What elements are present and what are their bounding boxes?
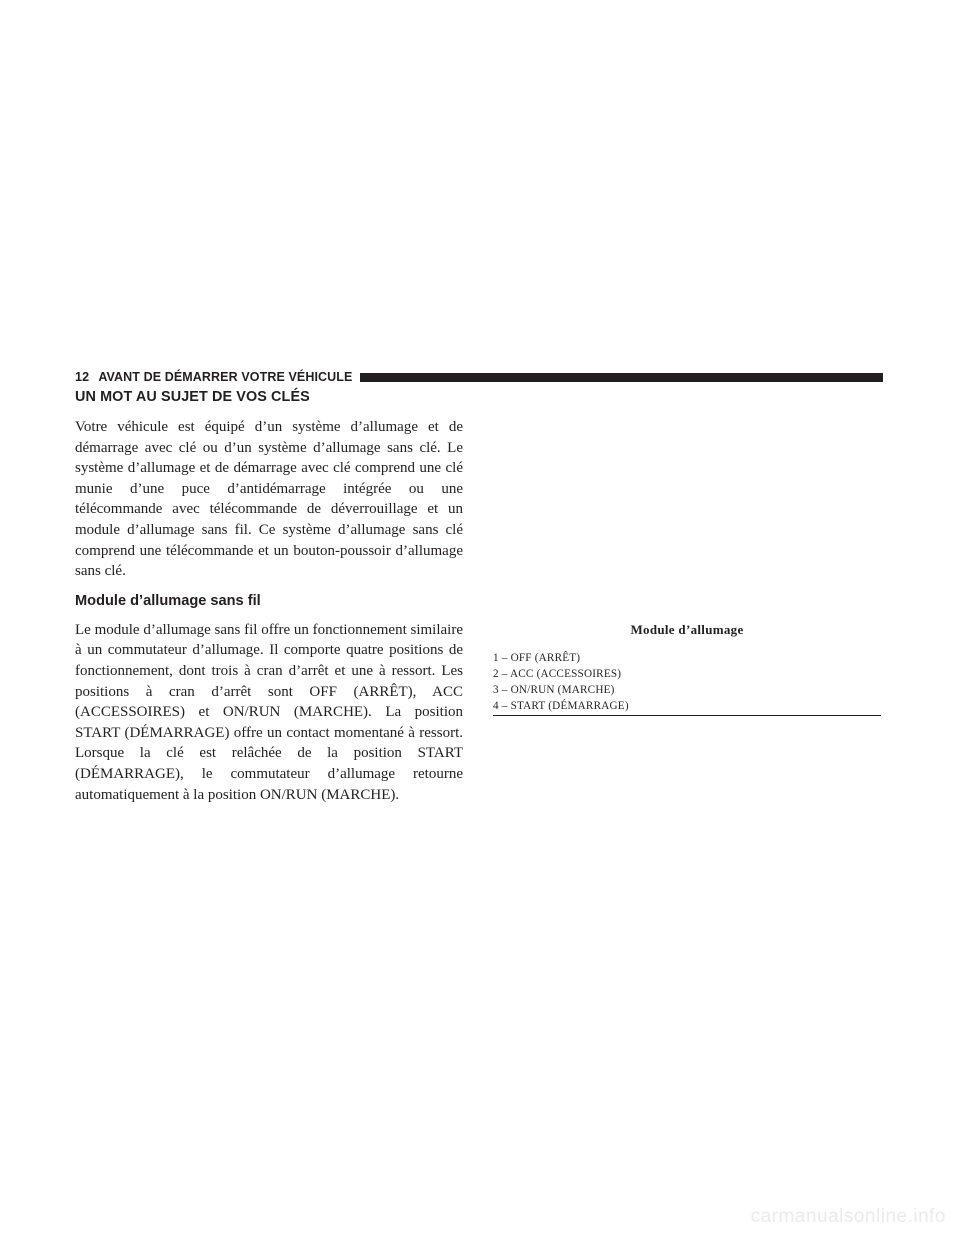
section-title: AVANT DE DÉMARRER VOTRE VÉHICULE: [98, 370, 353, 384]
left-column: [75, 389, 463, 805]
page-number: 12: [75, 370, 90, 384]
figure-caption: Module d’allumage: [630, 622, 744, 637]
legend-item: 3 – ON/RUN (MARCHE): [493, 684, 615, 696]
legend-divider: [493, 715, 881, 716]
header-rule: [360, 373, 883, 382]
section-heading: UN MOT AU SUJET DE VOS CLÉS: [75, 389, 310, 405]
module-paragraph: Le module d’allumage sans fil offre un fonctionnement similaire à un commutateur d’allumage. Il comporte quatre positions de fonctionnement, dont trois à cran d’arrêt et une à ressort. Les positions à cran d’arrêt sont OFF (ARRÊT), ACC (ACCESSOIRES) et ON/RUN (MARCHE). La position START (DÉMARRAGE) offre un contact momentané à ressort. Lorsque la clé est relâchée de la position START (DÉMARRAGE), le commutateur d’allumage retourne automatiquement à la position ON/RUN (MARCHE).: [75, 621, 463, 803]
figure-legend: [493, 650, 881, 714]
legend-item: 1 – OFF (ARRÊT): [493, 652, 581, 664]
subsection-heading: Module d’allumage sans fil: [75, 592, 261, 609]
intro-paragraph: Votre véhicule est équipé d’un système d’allumage et de démarrage avec clé ou d’un système d’allumage sans clé. Le système d’allumage et de démarrage avec clé comprend une clé munie d’une puce d’antidémarrage intégrée ou une télécommande avec télécommande de déverrouillage et un module d’allumage sans fil. Ce système d’allumage sans clé comprend une télécommande et un bouton-poussoir d’allumage sans clé.: [75, 419, 463, 580]
watermark: carmanualsonline.info: [750, 1206, 946, 1227]
figure-block: [493, 622, 881, 716]
legend-item: 2 – ACC (ACCESSOIRES): [493, 668, 622, 680]
page-header: [75, 368, 883, 386]
legend-item: 4 – START (DÉMARRAGE): [493, 700, 629, 712]
